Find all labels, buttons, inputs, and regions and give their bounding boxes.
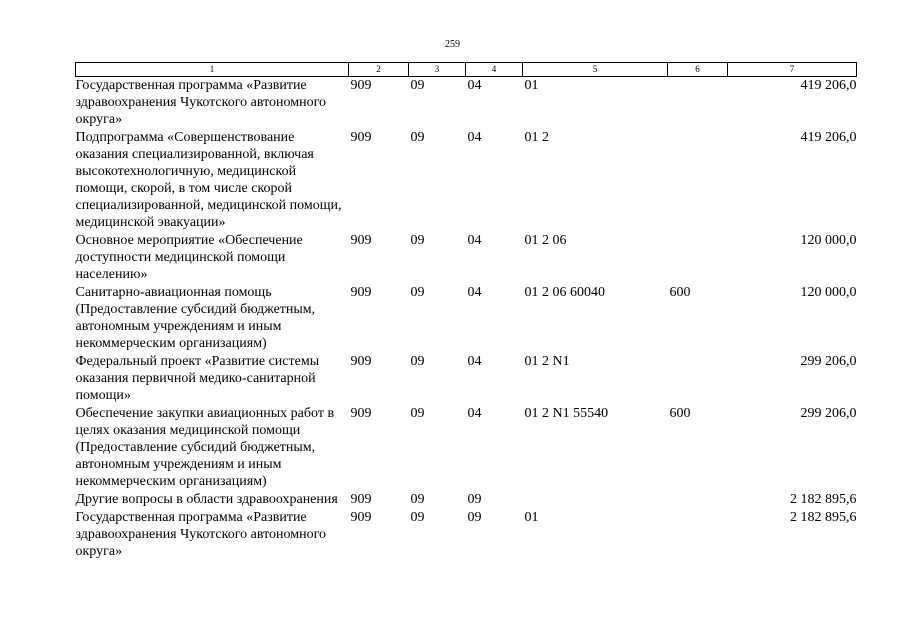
row-col-3: 09 xyxy=(410,78,425,93)
row-col-4: 09 xyxy=(467,510,482,525)
row-name: Государственная программа «Развитие здравоохранения Чукотского автономного округа» xyxy=(75,78,326,127)
row-col-2: 909 xyxy=(350,510,372,525)
row-name: Санитарно-авиационная помощь (Предоставление субсидий бюджетным, автономным учреждениям и иным некоммерческим организациям) xyxy=(75,285,316,351)
row-amount: 2 182 895,6 xyxy=(790,510,857,525)
row-col-5: 01 2 06 xyxy=(524,233,567,248)
header-cell-2: 2 xyxy=(349,63,409,77)
table-row xyxy=(76,509,857,561)
row-col-6 xyxy=(668,353,728,405)
row-col-3: 09 xyxy=(410,354,425,369)
row-col-3: 09 xyxy=(410,285,425,300)
row-col-6: 600 xyxy=(669,285,691,300)
header-cell-3: 3 xyxy=(409,63,466,77)
row-col-3: 09 xyxy=(410,233,425,248)
row-name: Обеспечение закупки авиационных работ в целях оказания медицинской помощи (Предоставление субсидий бюджетным, автономным учреждениям и иным некоммерческим организациям) xyxy=(75,406,335,489)
row-name: Государственная программа «Развитие здравоохранения Чукотского автономного округа» xyxy=(75,510,326,559)
row-col-5: 01 2 06 60040 xyxy=(524,285,605,300)
table-row xyxy=(76,129,857,232)
row-amount: 419 206,0 xyxy=(800,78,857,93)
row-col-4: 04 xyxy=(467,406,482,421)
header-cell-5: 5 xyxy=(523,63,668,77)
header-cell-7: 7 xyxy=(728,63,857,77)
row-col-4: 04 xyxy=(467,130,482,145)
row-col-5: 01 xyxy=(524,510,539,525)
row-col-2: 909 xyxy=(350,354,372,369)
row-col-6 xyxy=(668,491,728,509)
row-name: Подпрограмма «Совершенствование оказания специализированной, включая высокотехнологичную, медицинской помощи, скорой, в том числе скорой специализированной, медицинской помощи, медицинской эвакуации» xyxy=(75,130,342,230)
row-col-4: 04 xyxy=(467,354,482,369)
row-name: Федеральный проект «Развитие системы оказания первичной медико-санитарной помощи» xyxy=(75,354,320,403)
row-col-2: 909 xyxy=(350,285,372,300)
row-col-3: 09 xyxy=(410,510,425,525)
table-row xyxy=(76,232,857,284)
header-cell-6: 6 xyxy=(668,63,728,77)
header-cell-4: 4 xyxy=(466,63,523,77)
row-name: Другие вопросы в области здравоохранения xyxy=(75,492,338,507)
row-amount: 120 000,0 xyxy=(800,233,857,248)
row-col-2: 909 xyxy=(350,130,372,145)
row-col-4: 09 xyxy=(467,492,482,507)
page-number: 259 xyxy=(445,39,460,50)
header-row xyxy=(76,63,857,77)
row-col-5: 01 xyxy=(524,78,539,93)
budget-table xyxy=(75,62,857,561)
table-header xyxy=(76,63,857,77)
row-col-3: 09 xyxy=(410,492,425,507)
row-col-3: 09 xyxy=(410,130,425,145)
row-name: Основное мероприятие «Обеспечение доступности медицинской помощи населению» xyxy=(75,233,303,282)
table-body xyxy=(76,77,857,562)
row-col-6: 600 xyxy=(669,406,691,421)
row-col-4: 04 xyxy=(467,285,482,300)
row-amount: 2 182 895,6 xyxy=(790,492,857,507)
row-amount: 299 206,0 xyxy=(800,406,857,421)
row-col-6 xyxy=(668,509,728,561)
table-row xyxy=(76,77,857,130)
row-col-6 xyxy=(668,232,728,284)
table-row xyxy=(76,284,857,353)
row-col-5: 01 2 xyxy=(524,130,549,145)
row-col-5: 01 2 N1 55540 xyxy=(524,406,609,421)
row-col-6 xyxy=(668,77,728,130)
row-col-2: 909 xyxy=(350,492,372,507)
table-row xyxy=(76,405,857,491)
row-col-2: 909 xyxy=(350,233,372,248)
row-col-6 xyxy=(668,129,728,232)
row-col-2: 909 xyxy=(350,406,372,421)
row-col-4: 04 xyxy=(467,78,482,93)
row-col-5 xyxy=(523,491,668,509)
row-col-4: 04 xyxy=(467,233,482,248)
row-col-5: 01 2 N1 xyxy=(524,354,570,369)
row-amount: 419 206,0 xyxy=(800,130,857,145)
header-cell-1: 1 xyxy=(76,63,349,77)
row-col-3: 09 xyxy=(410,406,425,421)
table-row xyxy=(76,491,857,509)
table-row xyxy=(76,353,857,405)
row-col-2: 909 xyxy=(350,78,372,93)
row-amount: 120 000,0 xyxy=(800,285,857,300)
row-amount: 299 206,0 xyxy=(800,354,857,369)
